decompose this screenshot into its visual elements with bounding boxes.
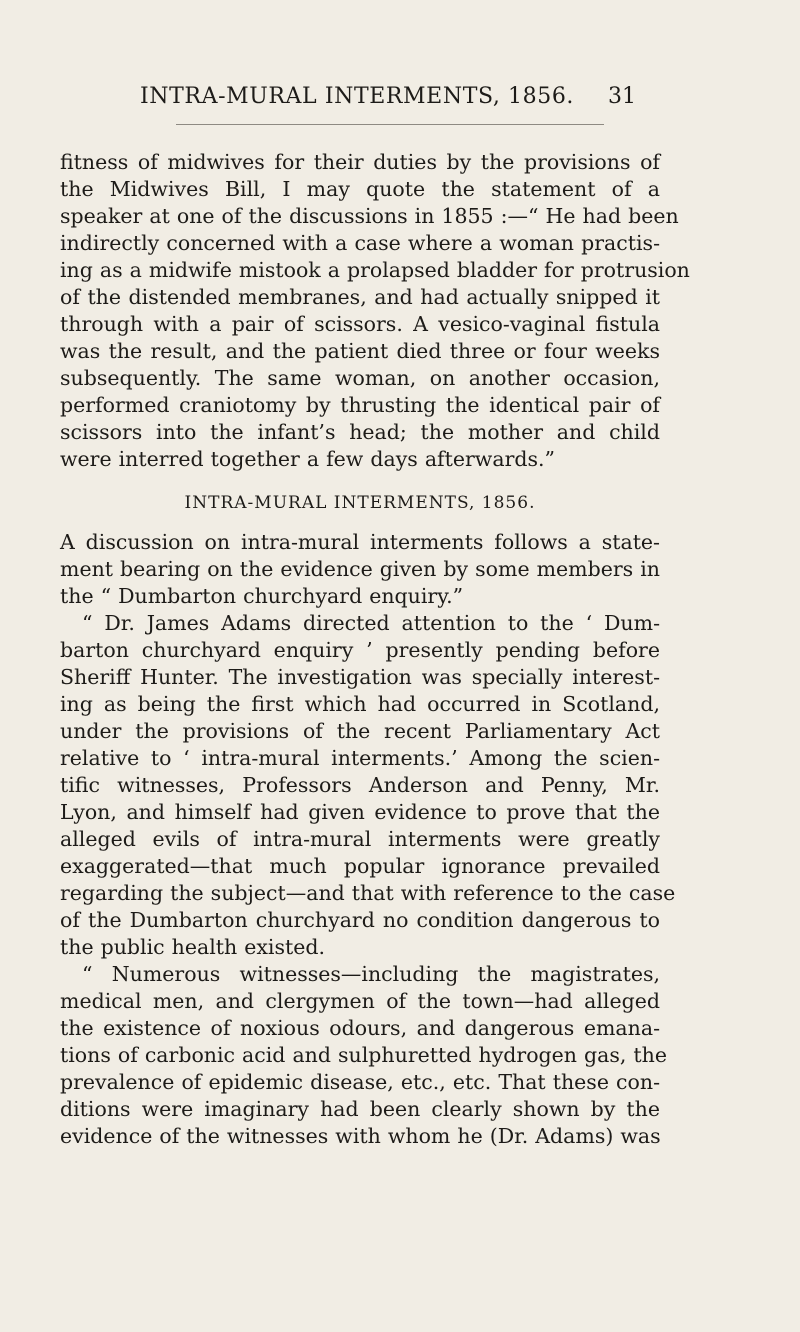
text-line: fitness of midwives for their duties by the provisions of: [60, 150, 660, 174]
text-line: ing as a midwife mistook a prolapsed bladder for protrusion: [60, 258, 690, 282]
text-line: speaker at one of the discussions in 1855 :—“ He had been: [60, 204, 679, 228]
text-line: performed craniotomy by thrusting the identical pair of: [60, 393, 660, 417]
text-line: “ Dr. James Adams directed attention to the ‘ Dum-: [82, 611, 660, 635]
header-rule: [176, 124, 604, 125]
text-line: the public health existed.: [60, 935, 325, 959]
text-line: were interred together a few days afterwards.”: [60, 447, 556, 471]
text-line: of the Dumbarton churchyard no condition dangerous to: [60, 908, 660, 932]
page-number: 31: [608, 84, 636, 109]
text-line: through with a pair of scissors. A vesico-vaginal fistula: [60, 312, 660, 336]
text-line: the Midwives Bill, I may quote the statement of a: [60, 177, 660, 201]
text-line: evidence of the witnesses with whom he (Dr. Adams) was: [60, 1124, 661, 1148]
text-line: the existence of noxious odours, and dangerous emana-: [60, 1016, 660, 1040]
text-line: tions of carbonic acid and sulphuretted hydrogen gas, the: [60, 1043, 667, 1067]
text-line: was the result, and the patient died three or four weeks: [60, 339, 660, 363]
text-line: barton churchyard enquiry ’ presently pending before: [60, 638, 660, 662]
section-heading: INTRA-MURAL INTERMENTS, 1856.: [184, 493, 536, 513]
text-line: scissors into the infant’s head; the mother and child: [60, 420, 660, 444]
running-title: INTRA-MURAL INTERMENTS, 1856.: [140, 84, 575, 109]
text-line: ing as being the first which had occurred in Scotland,: [60, 692, 660, 716]
text-line: relative to ‘ intra-mural interments.’ Among the scien-: [60, 746, 660, 770]
text-line: alleged evils of intra-mural interments were greatly: [60, 827, 660, 851]
text-line: subsequently. The same woman, on another occasion,: [60, 366, 660, 390]
text-line: under the provisions of the recent Parliamentary Act: [60, 719, 660, 743]
text-line: ditions were imaginary had been clearly shown by the: [60, 1097, 660, 1121]
running-head: [140, 84, 660, 114]
text-line: ment bearing on the evidence given by some members in: [60, 557, 660, 581]
text-line: exaggerated—that much popular ignorance prevailed: [60, 854, 660, 878]
text-line: Sheriff Hunter. The investigation was specially interest-: [60, 665, 660, 689]
text-line: the “ Dumbarton churchyard enquiry.”: [60, 584, 464, 608]
text-line: Lyon, and himself had given evidence to prove that the: [60, 800, 660, 824]
text-line: regarding the subject—and that with reference to the case: [60, 881, 676, 905]
text-line: “ Numerous witnesses—including the magistrates,: [82, 962, 660, 986]
text-line: prevalence of epidemic disease, etc., etc. That these con-: [60, 1070, 660, 1094]
text-line: tific witnesses, Professors Anderson and Penny, Mr.: [60, 773, 660, 797]
text-line: medical men, and clergymen of the town—had alleged: [60, 989, 660, 1013]
text-line: indirectly concerned with a case where a woman practis-: [60, 231, 660, 255]
text-line: A discussion on intra-mural interments follows a state-: [60, 530, 660, 554]
text-line: of the distended membranes, and had actually snipped it: [60, 285, 660, 309]
